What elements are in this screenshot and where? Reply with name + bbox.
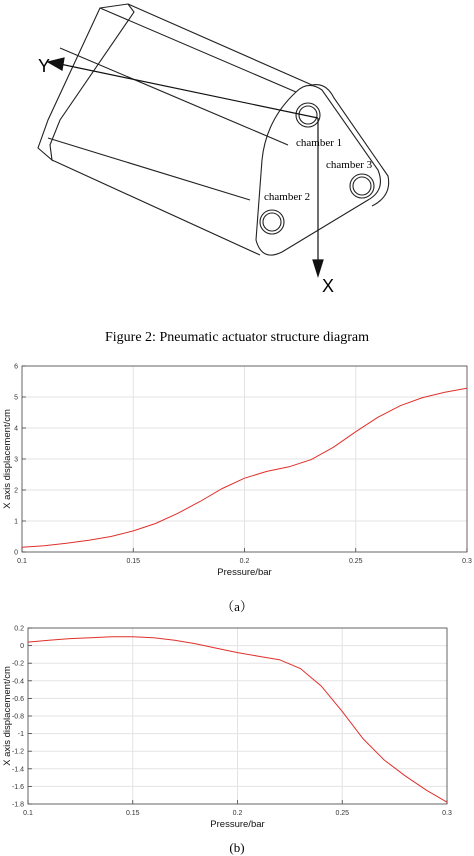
chamber2-hole — [260, 210, 284, 234]
y-tick-label: 0.2 — [14, 625, 24, 633]
bottom-edge-outer — [52, 160, 260, 255]
subfigure-b-label: (b) — [229, 840, 245, 855]
x-axis-label: X — [322, 276, 335, 296]
chamber1-hole — [296, 103, 320, 127]
chart-a-svg — [0, 358, 474, 594]
y-tick-label: -0.4 — [11, 678, 24, 686]
y-tick-label: -1.2 — [11, 748, 24, 756]
x-axis-title: Pressure/bar — [210, 819, 265, 830]
y-tick-label: -0.8 — [11, 713, 24, 721]
y-axis-title: X axis displacement/cm — [2, 666, 13, 766]
y-tick-label: -0.2 — [11, 660, 24, 668]
y-axis-arrow — [48, 58, 318, 118]
y-tick-label: 3 — [14, 456, 18, 464]
top-edge-inner — [100, 8, 296, 92]
chamber1-label: chamber 1 — [296, 137, 343, 149]
y-axis-title: X axis displacement/cm — [2, 409, 13, 509]
mid-line — [60, 48, 288, 145]
y-tick-label: 5 — [14, 394, 18, 402]
bottom-edge — [48, 138, 250, 200]
x-axis-title: Pressure/bar — [217, 567, 272, 578]
x-tick-label: 0.25 — [348, 558, 363, 565]
y-tick-label: -0.6 — [11, 695, 24, 703]
y-tick-label: 6 — [14, 363, 18, 371]
y-tick-label: 0 — [20, 643, 24, 651]
subfigure-a-label: （a） — [221, 599, 253, 614]
chamber2-label: chamber 2 — [264, 191, 311, 203]
x-tick-label: 0.1 — [17, 558, 27, 565]
x-tick-label: 0.15 — [125, 810, 140, 817]
x-tick-label: 0.2 — [239, 558, 250, 565]
y-axis-label: Y — [38, 56, 51, 76]
x-tick-label: 0.2 — [232, 810, 243, 817]
x-tick-label: 0.3 — [442, 810, 452, 817]
chamber3-label: chamber 3 — [326, 159, 373, 171]
chart-a — [0, 358, 474, 594]
x-tick-label: 0.25 — [335, 810, 350, 817]
top-edge — [128, 4, 312, 85]
y-tick-label: 0 — [14, 549, 18, 557]
x-tick-label: 0.15 — [126, 558, 141, 565]
x-tick-label: 0.3 — [462, 558, 472, 565]
figure-caption: Figure 2: Pneumatic actuator structure diagram — [105, 330, 369, 345]
actuator-drawing — [0, 0, 474, 300]
y-tick-label: 4 — [14, 425, 18, 433]
actuator-structure-diagram — [0, 0, 474, 300]
x-tick-label: 0.1 — [23, 810, 33, 817]
chart-b — [0, 622, 474, 840]
y-tick-label: -1.4 — [11, 766, 24, 774]
y-tick-label: -1.8 — [11, 801, 24, 809]
y-tick-label: 2 — [14, 487, 18, 495]
y-tick-label: -1 — [17, 731, 24, 739]
chart-b-svg — [0, 622, 474, 840]
y-tick-label: 1 — [14, 518, 18, 526]
y-tick-label: -1.6 — [11, 783, 24, 791]
chamber3-hole — [350, 174, 374, 198]
back-end-face — [38, 4, 134, 160]
